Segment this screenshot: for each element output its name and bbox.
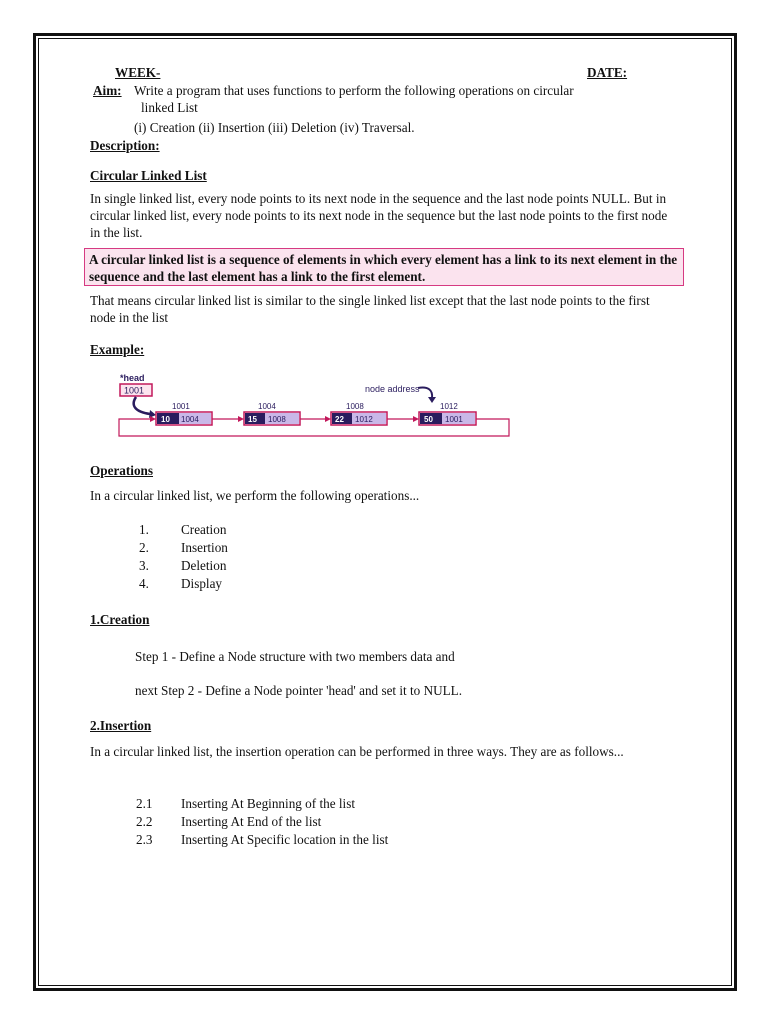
- insertion-heading: 2.Insertion: [90, 718, 152, 733]
- node-3-data: 22: [335, 415, 344, 424]
- insertion-num-3: 2.3: [136, 832, 153, 847]
- node-2-address: 1004: [258, 402, 276, 411]
- creation-heading: 1.Creation: [90, 612, 150, 627]
- link-3-4-arrowhead: [413, 416, 419, 422]
- node-4-data: 50: [424, 415, 433, 424]
- head-arrow: [134, 397, 150, 414]
- aim-label: Aim:: [93, 83, 122, 98]
- operation-num-3: 3.: [139, 558, 149, 573]
- aim-line-3: (i) Creation (ii) Insertion (iii) Deletion (iv) Traversal.: [134, 120, 415, 135]
- definition-box: A circular linked list is a sequence of elements in which every element has a link to its next element in the sequence and the last element has a link to the first element.: [84, 248, 684, 286]
- circular-linked-list-heading: Circular Linked List: [90, 168, 207, 183]
- node-4-address: 1012: [440, 402, 458, 411]
- node-1-data: 10: [161, 415, 170, 424]
- operation-num-1: 1.: [139, 522, 149, 537]
- node-address-arrow: [418, 387, 432, 398]
- insertion-label-3: Inserting At Specific location in the list: [181, 832, 389, 847]
- example-heading: Example:: [90, 342, 145, 357]
- operations-intro: In a circular linked list, we perform the following operations...: [90, 488, 420, 503]
- creation-step-2: next Step 2 - Define a Node pointer 'head' and set it to NULL.: [135, 683, 463, 698]
- node-1-next: 1004: [181, 415, 199, 424]
- insertion-label-2: Inserting At End of the list: [181, 814, 322, 829]
- description-heading: Description:: [90, 138, 160, 153]
- insertion-label-1: Inserting At Beginning of the list: [181, 796, 355, 811]
- insertion-intro: In a circular linked list, the insertion operation can be performed in three ways. They are as follows...: [90, 744, 624, 759]
- aim-line-1: Write a program that uses functions to perform the following operations on circular: [134, 83, 574, 98]
- head-pointer-label: *head: [120, 373, 145, 383]
- return-link-arrowhead: [150, 416, 156, 422]
- link-2-3-arrowhead: [325, 416, 331, 422]
- week-label: WEEK-: [115, 65, 161, 80]
- node-address-label: node address: [365, 384, 420, 394]
- operation-num-2: 2.: [139, 540, 149, 555]
- operation-label-3: Deletion: [181, 558, 227, 573]
- insertion-num-1: 2.1: [136, 796, 153, 811]
- insertion-num-2: 2.2: [136, 814, 153, 829]
- operation-label-2: Insertion: [181, 540, 228, 555]
- operations-heading: Operations: [90, 463, 154, 478]
- head-value: 1001: [124, 385, 145, 396]
- node-2-data: 15: [248, 415, 257, 424]
- means-paragraph: That means circular linked list is similar to the single linked list except that the last node points to the first node in the list: [90, 293, 650, 325]
- aim-line-2: linked List: [141, 100, 198, 115]
- link-1-2-arrowhead: [238, 416, 244, 422]
- node-3-next: 1012: [355, 415, 373, 424]
- operation-label-4: Display: [181, 576, 223, 591]
- node-4-next: 1001: [445, 415, 463, 424]
- intro-paragraph: In single linked list, every node points to its next node in the sequence and the last node points NULL. But in circular linked list, every node points to its next node in the sequence but the last node points to the first node in the list.: [90, 191, 668, 240]
- operation-label-1: Creation: [181, 522, 227, 537]
- node-3-address: 1008: [346, 402, 364, 411]
- node-1-address: 1001: [172, 402, 190, 411]
- node-2-next: 1008: [268, 415, 286, 424]
- creation-step-1: Step 1 - Define a Node structure with two members data and: [135, 649, 455, 664]
- date-label: DATE:: [587, 65, 628, 80]
- node-address-arrowhead: [428, 397, 436, 403]
- circular-list-diagram: [110, 370, 520, 440]
- operation-num-4: 4.: [139, 576, 149, 591]
